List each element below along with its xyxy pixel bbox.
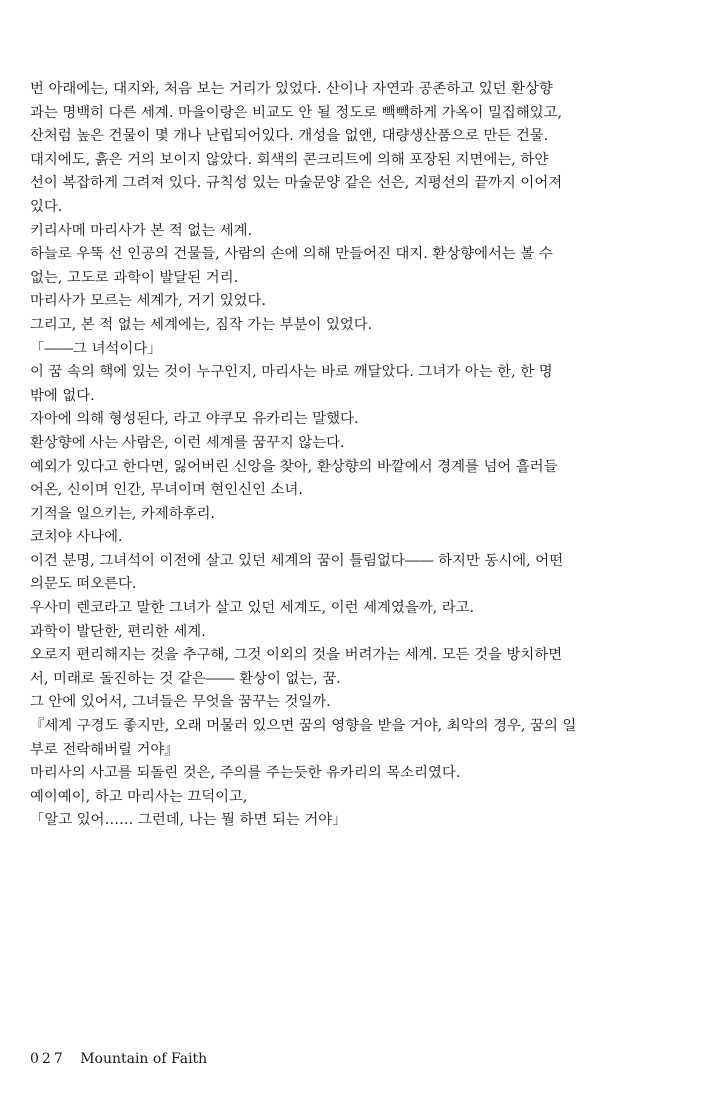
text-line: 이 꿈 속의 핵에 있는 것이 누구인지, 마리사는 바로 깨달았다. 그녀가 아는 한, 한 명 [30, 364, 553, 381]
text-line: 기적을 일으키는, 카제하후리. [30, 505, 216, 522]
text-line: 의문도 떠오른다. [30, 576, 137, 593]
text-line: 부로 전락해버릴 거야』 [30, 741, 179, 758]
text-line: 「알고 있어…… 그런데, 나는 뭘 하면 되는 거야」 [30, 812, 347, 829]
text-line: 서, 미래로 돌진하는 것 같은―― 환상이 없는, 꿈. [30, 670, 341, 687]
text-line: 환상향에 사는 사람은, 이런 세계를 꿈꾸지 않는다. [30, 434, 345, 451]
text-line: 우사미 렌코라고 말한 그녀가 살고 있던 세계도, 이런 세계였을까, 라고. [30, 600, 475, 617]
text-line: 없는, 고도로 과학이 발달된 거리. [30, 269, 239, 286]
text-line: 코치야 사나에. [30, 529, 123, 546]
page-footer [30, 1049, 207, 1069]
text-line: 마리사가 모르는 세계가, 거기 있었다. [30, 293, 266, 310]
text-line: 어온, 신이며 인간, 무녀이며 현인신인 소녀. [30, 482, 303, 499]
page-number: 027 [30, 1051, 66, 1067]
text-line: 『세계 구경도 좋지만, 오래 머물러 있으면 꿈의 영향을 받을 거야, 최악의 경우, 꿈의 일 [30, 718, 577, 735]
text-line: 그 안에 있어서, 그녀들은 무엇을 꿈꾸는 것일까. [30, 694, 331, 711]
text-line: 번 아래에는, 대지와, 처음 보는 거리가 있었다. 산이나 자연과 공존하고 있던 환상향 [30, 81, 553, 97]
text-line: 산처럼 높은 건물이 몇 개나 난립되어있다. 개성을 없앤, 대량생산품으로 만든 건물. [30, 128, 549, 145]
text-line: 예외가 있다고 한다면, 잃어버린 신앙을 찾아, 환상향의 바깥에서 경계를 넘어 흘러들 [30, 458, 558, 475]
text-line: 마리사의 사고를 되돌린 것은, 주의를 주는듯한 유카리의 목소리였다. [30, 765, 461, 782]
text-line: 예이예이, 하고 마리사는 끄덕이고, [30, 788, 248, 805]
text-line: 키리사메 마리사가 본 적 없는 세계. [30, 222, 253, 239]
text-line: 대지에도, 흙은 거의 보이지 않았다. 회색의 콘크리트에 의해 포장된 지면에는, 하얀 [30, 151, 549, 168]
text-line: 하늘로 우뚝 선 인공의 건물들, 사람의 손에 의해 만들어진 대지. 환상향에서는 볼 수 [30, 246, 553, 263]
text-line: 「――그 녀석이다」 [30, 340, 162, 357]
text-line: 오로지 편리해지는 것을 추구해, 그것 이외의 것을 버려가는 세계. 모든 것을 방치하면 [30, 647, 563, 664]
text-line: 선이 복잡하게 그려져 있다. 규칙성 있는 마술문양 같은 선은, 지평선의 끝까지 이어져 [30, 175, 563, 192]
text-line: 과학이 발단한, 편리한 세계. [30, 623, 206, 640]
text-line: 이건 분명, 그녀석이 이전에 살고 있던 세계의 꿈이 틀림없다―― 하지만 동시에, 어떤 [30, 552, 564, 569]
text-line: 자아에 의해 형성된다, 라고 야쿠모 유카리는 말했다. [30, 411, 359, 428]
text-line: 밖에 없다. [30, 387, 95, 404]
body-text [30, 78, 692, 833]
text-line: 있다. [30, 198, 63, 215]
text-line: 과는 명백히 다른 세계. 마을이랑은 비교도 안 될 정도로 빽빽하게 가옥이 밀집해있고, [30, 104, 563, 121]
book-title: Mountain of Faith [80, 1051, 208, 1067]
text-line: 그리고, 본 적 없는 세계에는, 짐작 가는 부분이 있었다. [30, 316, 373, 333]
